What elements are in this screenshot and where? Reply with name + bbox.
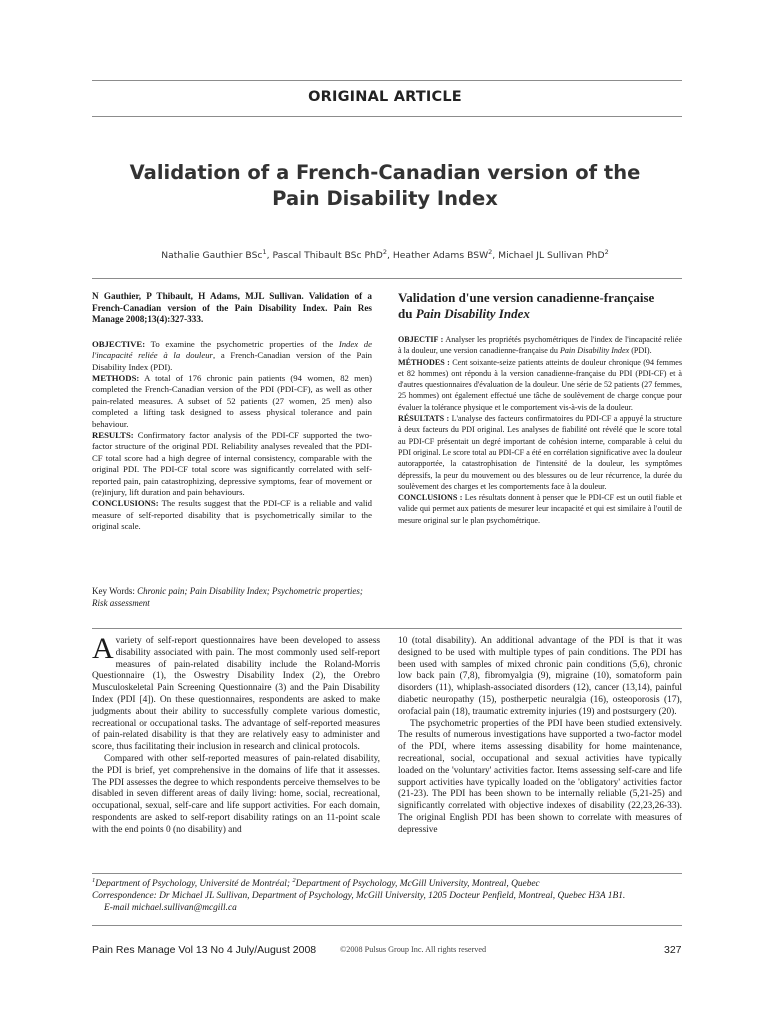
abstract-results bbox=[92, 430, 372, 498]
abstract-label: CONCLUSIONS: bbox=[92, 498, 159, 509]
abstract-fr-conclusions bbox=[398, 492, 682, 526]
affiliation-rule bbox=[92, 873, 682, 874]
abstract-conclusions bbox=[92, 498, 372, 532]
author-affil-mark: 2 bbox=[382, 248, 388, 256]
abstract-text: Confirmatory factor analysis of the PDI-CF supported the two-factor structure of the original PDI. Reliability analyses revealed that the PDI-CF total score had a high degree of internal consistency, comparable with the original PDI. The PDI-CF total score was significantly correlated with self-reported pain, pain catastrophizing, depressive symptoms, fear of movement or (re)injury, lift duration and pain behaviours. bbox=[92, 430, 372, 498]
french-title bbox=[398, 290, 682, 322]
body-paragraph: 10 (total disability). An additional advantage of the PDI is that it was designed to be used with multiple types of pain conditions. The PDI has been used with samples of mixed chronic pain conditions (5,6), chronic low back pain (7,8), fibromyalgia (9), migraine (10), somatoform pain disorders (11), whiplash-associated disorders (12), cancer (13,14), painful diabetic neuropathy (15), postherpetic neuralgia (16), osteoporosis (17), orofacial pain (18), traumatic extremity injuries (19) and postsurgery (20). bbox=[398, 636, 682, 717]
author-degree: BSc PhD bbox=[344, 250, 383, 262]
abstract-text: , a French-Canadian version of the Pain Disability Index (PDI). bbox=[92, 350, 372, 372]
abstract-fr-methodes bbox=[398, 357, 682, 413]
article-title: Validation of a French-Canadian version of the Pain Disability Index bbox=[129, 161, 641, 210]
abstract-label: MÉTHODES : bbox=[398, 357, 450, 367]
abstract-text: L'analyse des facteurs confirmatoires du PDI-CF a appuyé la structure à deux facteurs du PDI original. Les analyses de fiabilité ont révélé que le score total au PDI-CF présentait un degré important de cohésion interne, comparable à celui du PDI original. Le score total au PDI-CF a été en corrélation significative avec la douleur autorapportée, la catastrophisation de l'intensité de la douleur, les symptômes dépressifs, la peur du mouvement ou des blessures ou de leur récurrence, la durée du soulèvement des charges et les comportements face à la douleur. bbox=[398, 414, 683, 491]
abstract-top-rule bbox=[92, 278, 682, 279]
abstract-objective bbox=[92, 339, 372, 373]
abstract-italic: Index de l'incapacité reliée à la douleur bbox=[92, 338, 372, 361]
author-degree: BSW bbox=[467, 250, 489, 262]
abstract-text: Analyser les propriétés psychométriques de l'index de l'incapacité reliée à la douleur, une version canadienne-française du bbox=[398, 335, 682, 356]
author-degree: PhD bbox=[586, 250, 605, 262]
author-name: Nathalie Gauthier bbox=[161, 250, 243, 262]
body-paragraph: The psychometric properties of the PDI have been studied extensively. The results of numerous investigations have supported a two-factor model of the PDI, where items assessing disability for home maintenance, recreational, social, occupational and sexual activities have typically loaded on the 'voluntary' activities factor. Items assessing self-care and life support activities have typically loaded on the 'obligatory' activities factor (21-23). The PDI has been shown to be internally reliable (5,21-25) and significantly correlated with objective indexes of disability (22,23,26-33). The original English PDI has been shown to correlate with measures of depressive bbox=[398, 718, 682, 835]
footer-rule bbox=[92, 925, 682, 926]
abstract-label: RÉSULTATS : bbox=[398, 414, 450, 424]
email: E-mail michael.sullivan@mcgill.ca bbox=[104, 903, 237, 914]
keywords bbox=[92, 585, 372, 609]
correspondence: Correspondence: Dr Michael JL Sullivan, Department of Psychology, McGill University, 1205 Docteur Penfield, Montreal, Quebec H3A 1B1. bbox=[92, 891, 626, 902]
author-name: Pascal Thibault bbox=[272, 250, 342, 262]
author-list: Nathalie Gauthier BSc$^1$, Pascal Thibault BSc PhD$^2$, Heather Adams BSW$^2$, Michael JL Sullivan PhD$^2$ bbox=[161, 248, 609, 262]
abstract-label: OBJECTIF : bbox=[398, 335, 444, 344]
author-affil-mark: 2 bbox=[604, 248, 609, 256]
abstract-label: RESULTS: bbox=[92, 430, 134, 441]
author-degree: BSc bbox=[245, 250, 263, 262]
affiliation-text: Department of Psychology, Université de Montréal; bbox=[95, 879, 293, 890]
abstract-italic: Pain Disability Index bbox=[559, 346, 630, 356]
abstract-text: The results suggest that the PDI-CF is a reliable and valid measure of self-reported disability that is psychometrically similar to the original scale. bbox=[92, 498, 372, 532]
abstract-methods bbox=[92, 373, 372, 430]
author-affil-mark: 2 bbox=[488, 248, 493, 256]
abstract-bottom-rule bbox=[92, 628, 682, 629]
body-column-left bbox=[92, 632, 380, 837]
footer-copyright: ©2008 Pulsus Group Inc. All rights reserved bbox=[340, 945, 487, 954]
body-text: variety of self-report questionnaires have been developed to assess disability associated with pain. The most commonly used self-report measures of pain-related disability include the Roland-Morris Questionnaire (1), the Oswestry Disability Index (2), the Orebro Musculoskeletal Pain Screening Questionnaire (3) and the Pain Disability Index (PDI [4]). On these questionnaires, respondents are asked to make judgments about their ability to successfully complete various domestic, recreational or occupational tasks. The advantage of self-reported measures of pain-related disability is that they are relatively easy to administer and score, thus facilitating their inclusion in research and clinical protocols. bbox=[92, 636, 380, 753]
french-title-prefix: du bbox=[398, 306, 416, 321]
french-title-italic: Pain Disability Index bbox=[415, 306, 530, 321]
drop-cap: A bbox=[92, 632, 114, 665]
section-rule bbox=[92, 116, 682, 117]
body-column-right bbox=[398, 636, 682, 837]
affil-mark: 2 bbox=[292, 877, 296, 884]
citation: N Gauthier, P Thibault, H Adams, MJL Sullivan. Validation of a French-Canadian version of the Pain Disability Index. Pain Res Manage 2008;13(4):327-333. bbox=[92, 291, 372, 325]
abstract-text: Les résultats donnent à penser que le PDI-CF est un outil fiable et valide qui permet aux patients de mesurer leur incapacité et qui est similaire à l'outil de mesure original sur le plan psychométrique. bbox=[398, 493, 683, 525]
author-name: Heather Adams bbox=[392, 250, 465, 262]
body-paragraph: Compared with other self-reported measures of pain-related disability, the PDI is brief, yet comprehensive in the domains of life that it assesses. The PDI assesses the degree to which respondents perceive themselves to be disabled in seven different areas of daily living: home, social, recreational, occupational, sexual, self-care and life support activities. For each domain, respondents are asked to self-report disability ratings on an 11-point scale with the end points 0 (no disability) and bbox=[92, 753, 380, 835]
keywords-text: Chronic pain; Pain Disability Index; Psychometric properties; Risk assessment bbox=[92, 586, 363, 608]
body-paragraph bbox=[92, 632, 380, 754]
abstract-label: CONCLUSIONS : bbox=[398, 493, 463, 503]
abstract-french bbox=[398, 290, 682, 526]
top-rule bbox=[92, 80, 682, 81]
page-number: 327 bbox=[664, 944, 682, 956]
keywords-label: Key Words: bbox=[92, 586, 135, 596]
author-name: Michael JL Sullivan bbox=[498, 250, 584, 262]
abstract-text: (PDI). bbox=[629, 346, 652, 356]
abstract-label: METHODS: bbox=[92, 373, 140, 383]
abstract-text: Cent soixante-seize patients atteints de douleur chronique (94 femmes et 82 hommes) ont répondu à la version canadienne-française du PDI (PDI-CF) et à d'autres questionnaires d'évaluation de la douleur. Une série de 52 patients (27 femmes, 25 hommes) ont également effectué une tâche de soulèvement de charge conçue pour évaluer la tolérance physique et le comportement vis-à-vis de la douleur. bbox=[398, 357, 682, 412]
affiliation-text: Department of Psychology, McGill University, Montreal, Quebec bbox=[295, 879, 540, 890]
abstract-label: OBJECTIVE: bbox=[92, 338, 146, 349]
affiliation-block bbox=[92, 875, 692, 914]
abstract-text: A total of 176 chronic pain patients (94 women, 82 men) completed the French-Canadian version of the PDI (PDI-CF), as well as other pain-related measures. A subset of 52 patients (27 women, 25 men) also completed a lifting task designed to assess physical tolerance and pain behaviour. bbox=[92, 373, 372, 429]
abstract-english bbox=[92, 291, 372, 533]
footer-journal: Pain Res Manage Vol 13 No 4 July/August 2008 bbox=[92, 944, 317, 956]
author-affil-mark: 1 bbox=[262, 248, 267, 256]
section-label: ORIGINAL ARTICLE bbox=[308, 89, 462, 105]
affil-mark: 1 bbox=[92, 877, 96, 884]
french-title-line: Validation d'une version canadienne-française bbox=[398, 290, 655, 305]
abstract-text: To examine the psychometric properties of the bbox=[145, 338, 339, 349]
abstract-fr-objectif bbox=[398, 334, 682, 357]
abstract-fr-resultats bbox=[398, 413, 682, 492]
